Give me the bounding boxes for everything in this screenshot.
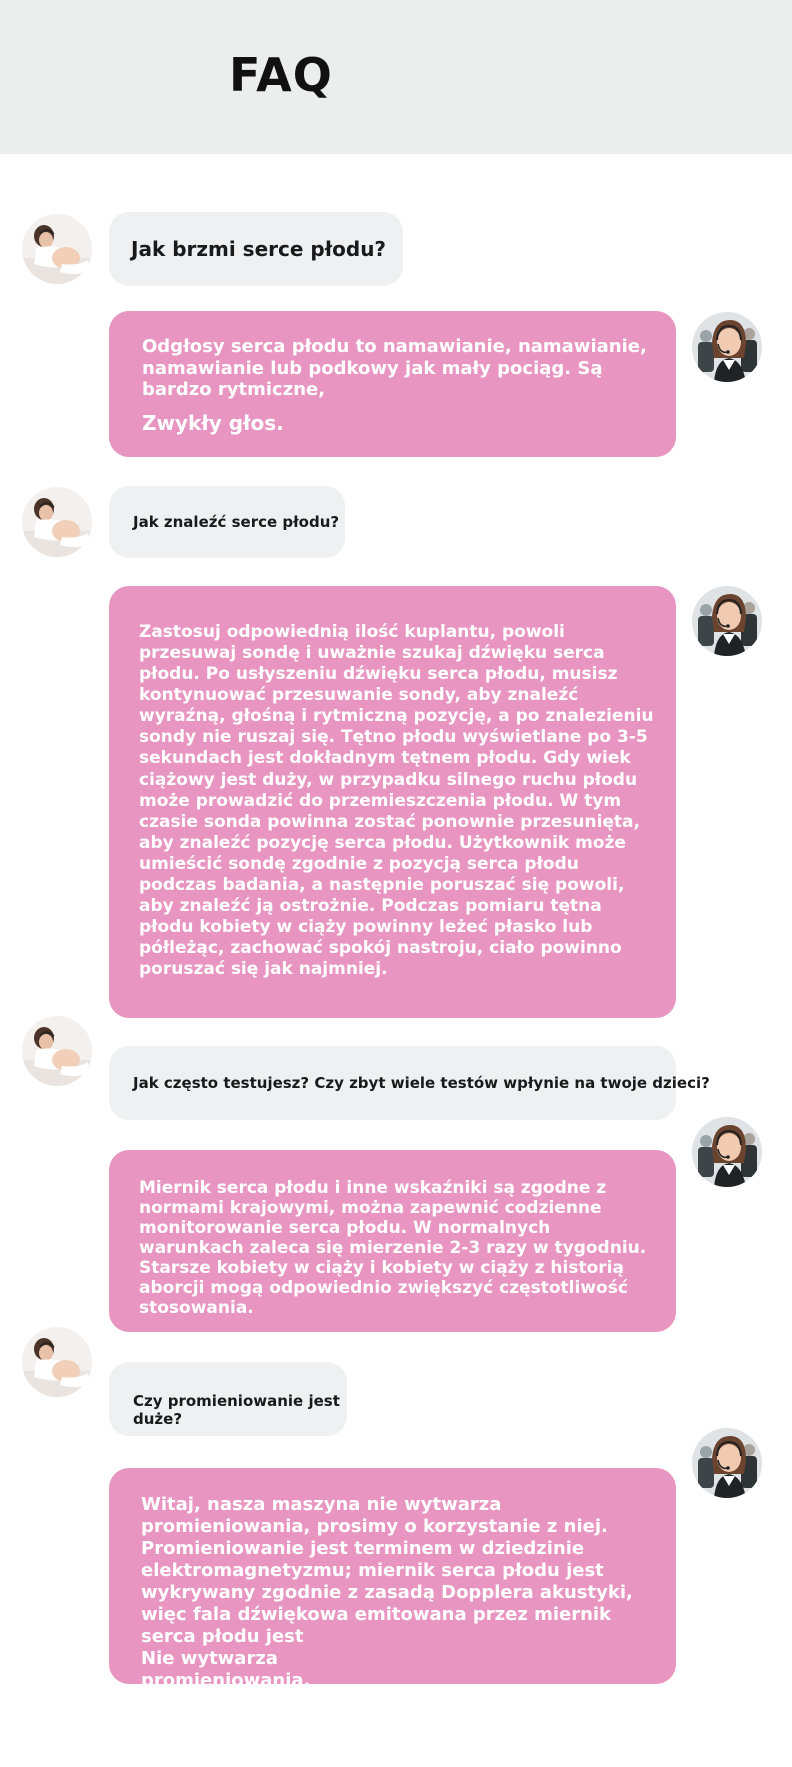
agent-avatar bbox=[692, 312, 762, 382]
page-header bbox=[0, 0, 792, 154]
answer-note: Zwykły głos. bbox=[142, 410, 284, 435]
answer-text: Odgłosy serca płodu to namawianie, namawianie, namawianie lub podkowy jak mały pociąg. Są bardzo rytmiczne, bbox=[142, 336, 647, 401]
agent-avatar bbox=[692, 1117, 762, 1187]
answer-note: Nie wytwarza promieniowania. bbox=[141, 1647, 311, 1691]
answer-bubble bbox=[109, 586, 676, 1018]
answer-bubble bbox=[109, 311, 676, 457]
agent-avatar bbox=[692, 586, 762, 656]
customer-avatar bbox=[22, 1016, 92, 1086]
customer-avatar bbox=[22, 1327, 92, 1397]
question-bubble bbox=[109, 1362, 347, 1436]
agent-avatar bbox=[692, 1428, 762, 1498]
question-bubble bbox=[109, 212, 403, 286]
question-text: Jak brzmi serce płodu? bbox=[131, 237, 387, 261]
answer-bubble bbox=[109, 1150, 676, 1332]
question-text: Jak znaleźć serce płodu? bbox=[133, 513, 340, 531]
customer-avatar bbox=[22, 214, 92, 284]
answer-bubble bbox=[109, 1468, 676, 1691]
question-bubble bbox=[109, 1046, 710, 1120]
page-title: FAQ bbox=[229, 48, 333, 102]
answer-text: Witaj, nasza maszyna nie wytwarza promieniowania, prosimy o korzystanie z niej. Promieniowanie jest terminem w dziedzinie elektromagnetyzmu; miernik serca płodu jest wykrywany zgodnie z zasadą Dopplera akustyki, więc fala dźwiękowa emitowana przez miernik serca płodu jest bbox=[141, 1494, 633, 1647]
question-text: Jak często testujesz? Czy zbyt wiele testów wpłynie na twoje dzieci? bbox=[133, 1074, 710, 1092]
question-text: Czy promieniowanie jest duże? bbox=[133, 1392, 340, 1428]
answer-text: Zastosuj odpowiednią ilość kuplantu, powoli przesuwaj sondę i uważnie szukaj dźwięku serca płodu. Po usłyszeniu dźwięku serca płodu, musisz kontynuować przesuwanie sondy, aby znaleźć wyraźną, głośną i rytmiczną pozycję, a po znalezieniu sondy nie ruszaj się. Tętno płodu wyświetlane po 3-5 sekundach jest dokładnym tętnem płodu. Gdy wiek ciążowy jest duży, w przypadku silnego ruchu płodu może prowadzić do przemieszczenia płodu. W tym czasie sonda powinna zostać ponownie przesunięta, aby znaleźć pozycję serca płodu. Użytkownik może umieścić sondę zgodnie z pozycją serca płodu podczas badania, a następnie poruszać się powoli, aby znaleźć ją ostrożnie. Podczas pomiaru tętna płodu kobiety w ciąży powinny leżeć płasko lub półleżąc, zachować spokój nastroju, ciało powinno poruszać się jak najmniej. bbox=[139, 622, 654, 980]
answer-text: Miernik serca płodu i inne wskaźniki są zgodne z normami krajowymi, można zapewnić codzienne monitorowanie serca płodu. W normalnych warunkach zaleca się mierzenie 2-3 razy w tygodniu. Starsze kobiety w ciąży i kobiety w ciąży z historią aborcji mogą odpowiednio zwiększyć częstotliwość stosowania. bbox=[139, 1178, 647, 1319]
question-bubble bbox=[109, 486, 345, 558]
customer-avatar bbox=[22, 487, 92, 557]
